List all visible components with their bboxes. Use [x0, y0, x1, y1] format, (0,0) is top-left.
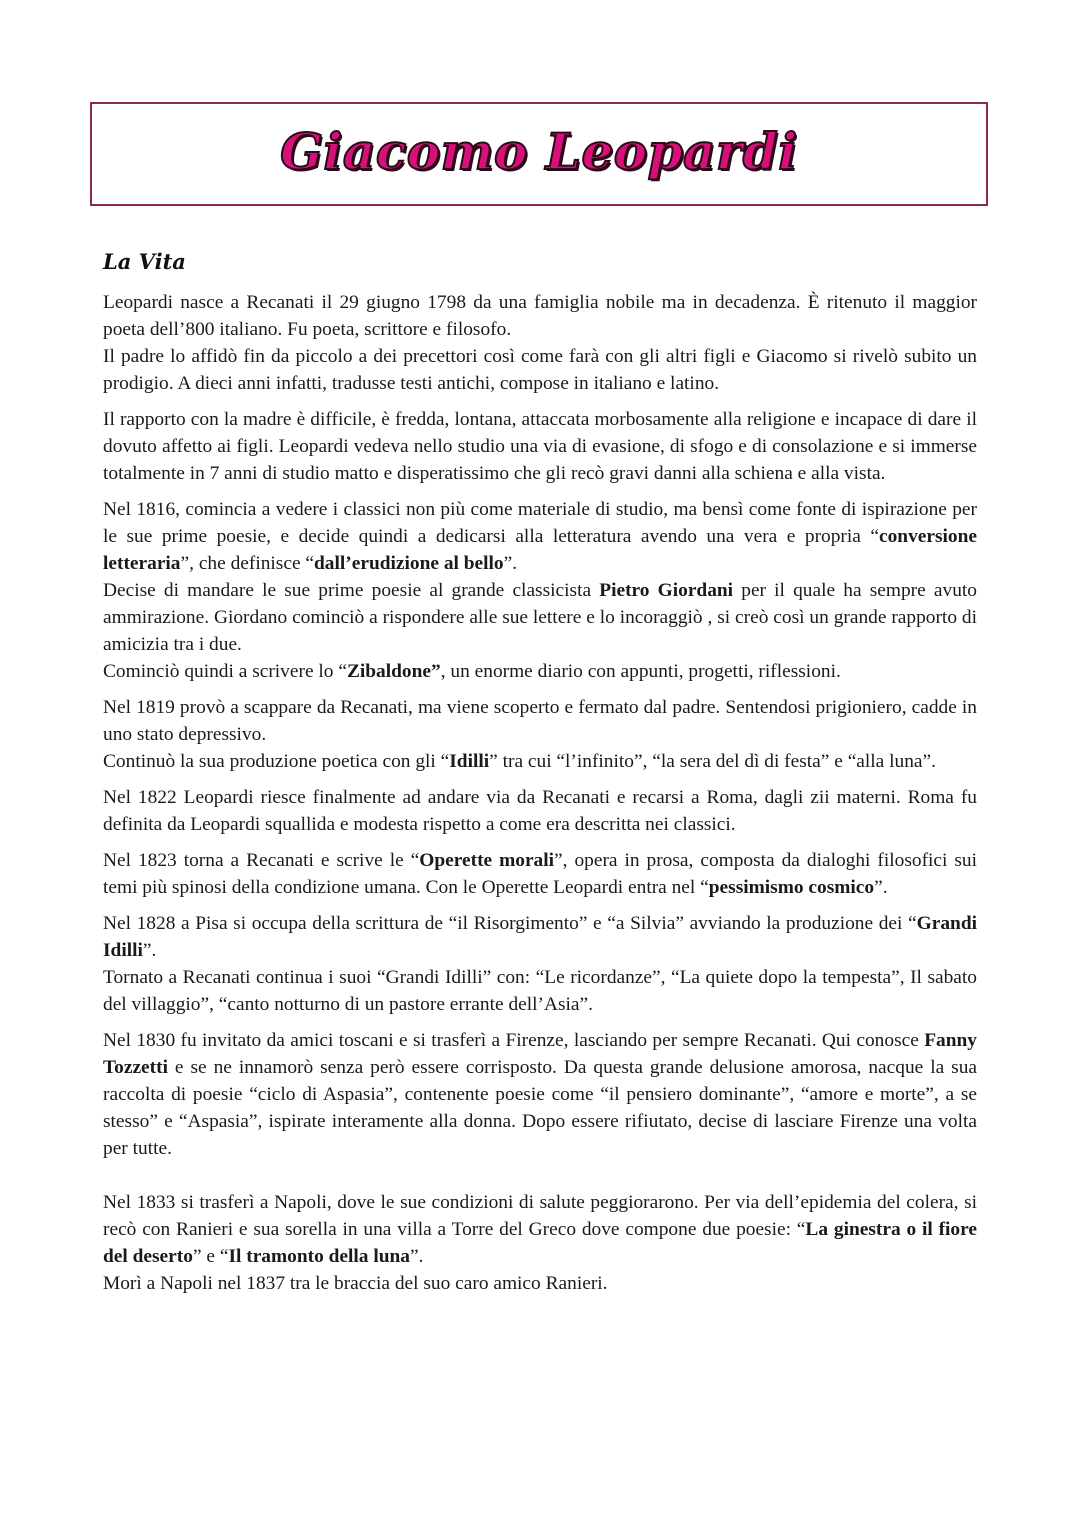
text-run: ”.: [874, 877, 888, 898]
text-run: Nel 1816, comincia a vedere i classici non più come materiale di studio, ma bensì come fonte di ispirazione per le sue prime poesie, e decide quindi a dedicarsi alla letteratura avendo una vera e propria “: [103, 499, 977, 547]
text-run: ”.: [142, 940, 157, 961]
page-title: Giacomo Leopardi: [280, 122, 798, 181]
bold-term-erudizione-bello: dall’erudizione al bello: [314, 553, 504, 574]
text-run: ”, che definisce “: [180, 553, 315, 574]
section-title: La Vita: [103, 249, 186, 274]
paragraph-1: [103, 289, 977, 397]
text-run: ” tra cui “l’infinito”, “la sera del dì di festa” e “alla luna”.: [489, 751, 936, 772]
paragraph-4: [103, 694, 977, 775]
bold-term-grandi-idilli: Grandi Idilli: [103, 913, 977, 961]
text-run: Decise di mandare le sue prime poesie al grande classicista: [103, 580, 600, 601]
text-run: ” e “: [192, 1246, 229, 1267]
text-run: Nel 1833 si trasferì a Napoli, dove le sue condizioni di salute peggiorarono. Per via dell’epidemia del colera, si recò con Ranieri e sua sorella in una villa a Torre del Greco dove compone due poesie: “: [103, 1192, 977, 1240]
text-run: ”.: [410, 1246, 424, 1267]
text-run: Tornato a Recanati continua i suoi “Grandi Idilli” con: “Le ricordanze”, “La quiete dopo la tempesta”, Il sabato del villaggio”, “canto notturno di un pastore errante dell’Asia”.: [103, 967, 977, 1015]
paragraph-5: Nel 1822 Leopardi riesce finalmente ad andare via da Recanati e recarsi a Roma, dagli zii materni. Roma fu definita da Leopardi squallida e modesta rispetto a come era descritta nei classici.: [103, 787, 977, 835]
bold-term-zibaldone: Zibaldone”: [346, 661, 441, 682]
bold-term-pessimismo-cosmico: pessimismo cosmico: [708, 877, 875, 898]
title-box: [90, 102, 988, 206]
paragraph-8: [103, 1027, 977, 1162]
text-run: per il quale ha sempre avuto ammirazione. Giordano cominciò a rispondere alle sue lettere e lo incoraggiò , si creò così un grande rapporto di amicizia tra i due.: [103, 580, 977, 655]
bold-term-fanny-tozzetti: Fanny Tozzetti: [103, 1030, 977, 1078]
paragraph-7: [103, 910, 977, 1018]
text-run: ”, opera in prosa, composta da dialoghi filosofici sui temi più spinosi della condizione umana. Con le Operette Leopardi entra nel “: [103, 850, 977, 898]
text-run: , un enorme diario con appunti, progetti, riflessioni.: [440, 661, 841, 682]
text-run: Nel 1828 a Pisa si occupa della scrittura de “il Risorgimento” e “a Silvia” avviando la produzione dei “: [103, 913, 917, 934]
text-run: Nel 1819 provò a scappare da Recanati, ma viene scoperto e fermato dal padre. Sentendosi prigioniero, cadde in uno stato depressivo.: [103, 697, 977, 745]
bold-term-idilli: Idilli: [449, 751, 490, 772]
bold-term-operette-morali: Operette morali: [419, 850, 555, 871]
text-run: ”.: [503, 553, 518, 574]
bold-term-tramonto-luna: Il tramonto della luna: [228, 1246, 410, 1267]
paragraph-9: [103, 1189, 977, 1297]
document-body: [103, 289, 977, 1306]
text-run: e se ne innamorò senza però essere corrisposto. Da questa grande delusione amorosa, nacque la sua raccolta di poesie “ciclo di Aspasia”, contenente poesie come “il pensiero dominante”, “amore e morte”, a se stesso” e “Aspasia”, ispirate interamente alla donna. Dopo essere rifiutato, decise di lasciare Firenze una volta per tutte.: [103, 1057, 977, 1159]
bold-term-pietro-giordani: Pietro Giordani: [599, 580, 734, 601]
text-run: Nel 1823 torna a Recanati e scrive le “: [103, 850, 420, 871]
paragraph-2: Il rapporto con la madre è difficile, è fredda, lontana, attaccata morbosamente alla religione e incapace di dare il dovuto affetto ai figli. Leopardi vedeva nello studio una via di evasione, di sfogo e di consolazione e si immerse totalmente in 7 anni di studio matto e disperatissimo che gli recò gravi danni alla schiena e alla vista.: [103, 409, 977, 484]
text-run: Continuò la sua produzione poetica con gli “: [103, 751, 450, 772]
text-run: Nel 1830 fu invitato da amici toscani e si trasferì a Firenze, lasciando per sempre Recanati. Qui conosce: [103, 1030, 925, 1051]
text-run: Cominciò quindi a scrivere lo “: [103, 661, 347, 682]
paragraph-6: [103, 847, 977, 901]
paragraph-3: [103, 496, 977, 685]
bold-term-la-ginestra: La ginestra o il fiore del deserto: [103, 1219, 977, 1267]
bold-term-conversione-letteraria: conversione letteraria: [103, 526, 977, 574]
paragraph-1-text-a: Leopardi nasce a Recanati il 29 giugno 1798 da una famiglia nobile ma in decadenza. È ritenuto il maggior poeta dell’800 italiano. Fu poeta, scrittore e filosofo.: [103, 292, 977, 340]
text-run: Morì a Napoli nel 1837 tra le braccia del suo caro amico Ranieri.: [103, 1273, 608, 1294]
paragraph-1-text-b: Il padre lo affidò fin da piccolo a dei precettori così come farà con gli altri figli e Giacomo si rivelò subito un prodigio. A dieci anni infatti, tradusse testi antichi, compose in italiano e latino.: [103, 346, 977, 394]
